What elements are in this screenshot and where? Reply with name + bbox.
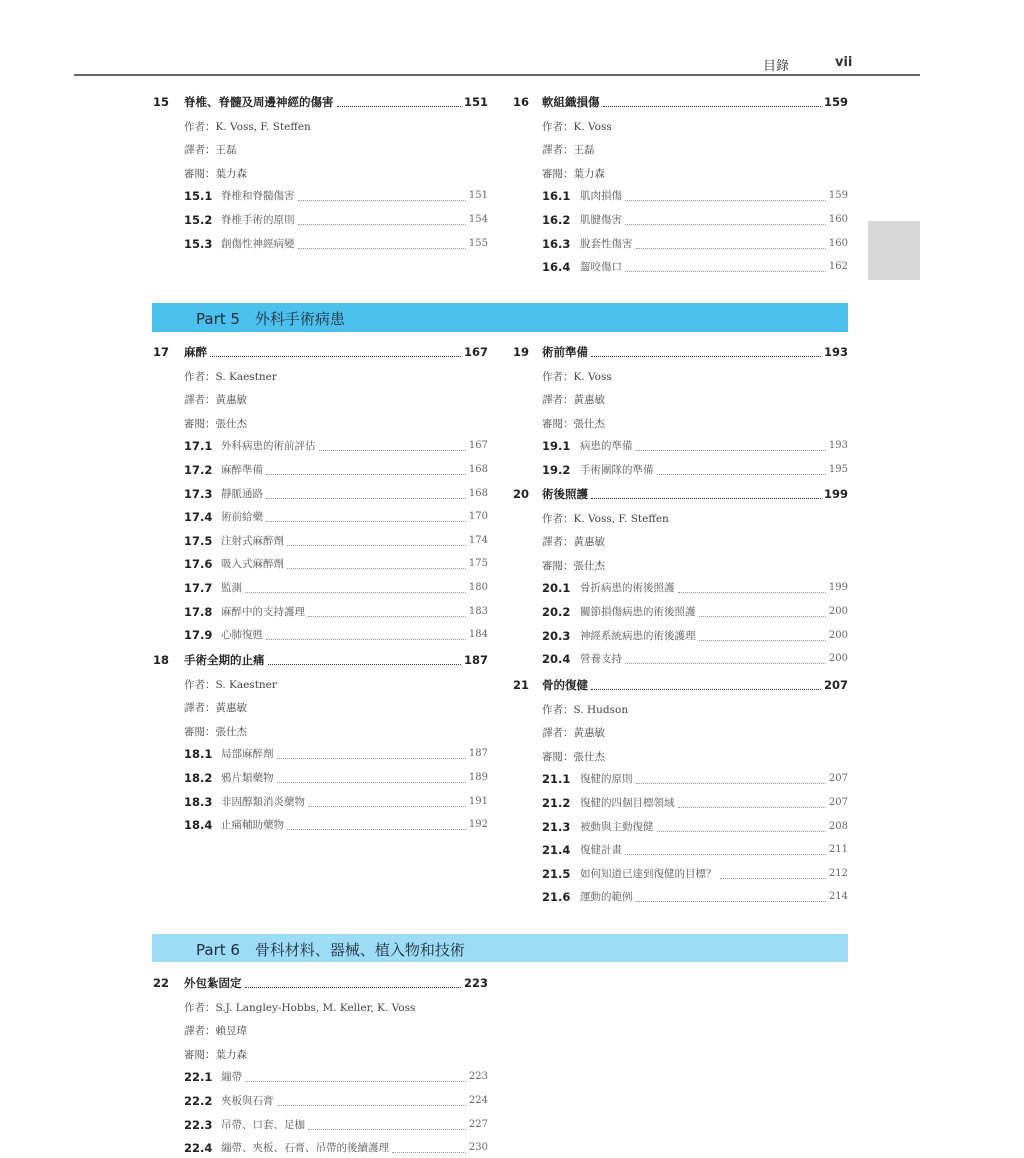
chapter-credit: 譯者：黃惠敏 xyxy=(542,394,605,407)
section-page-number: 170 xyxy=(468,511,488,523)
chapter-page-number: 151 xyxy=(463,95,488,109)
section-page-number: 214 xyxy=(828,891,848,903)
section-title: 復健的原則 xyxy=(580,773,633,786)
section-page-number: 211 xyxy=(828,844,848,856)
chapter-entry xyxy=(0,342,1024,362)
chapter-credit: 譯者：賴昱瑋 xyxy=(184,1025,247,1038)
section-number: 21.2 xyxy=(542,796,571,810)
section-number: 17.2 xyxy=(184,463,213,477)
dot-leader xyxy=(287,545,466,546)
section-entry xyxy=(0,1067,1024,1087)
section-entry xyxy=(0,578,1024,598)
section-title: 被動與主動復健 xyxy=(580,820,654,833)
section-entry xyxy=(0,531,1024,551)
section-title: 吸入式麻醉劑 xyxy=(221,558,284,571)
section-page-number: 151 xyxy=(468,190,488,202)
chapter-entry xyxy=(0,484,1024,504)
section-entry xyxy=(0,887,1024,907)
section-page-number: 175 xyxy=(468,558,488,570)
section-number: 22.2 xyxy=(184,1094,213,1108)
section-entry xyxy=(0,864,1024,884)
chapter-title: 麻醉 xyxy=(184,345,207,359)
section-page-number: 200 xyxy=(828,653,848,665)
chapter-credit: 譯者：黃惠敏 xyxy=(542,727,605,740)
section-number: 21.1 xyxy=(542,772,571,787)
section-number: 20.4 xyxy=(542,652,571,667)
dot-leader xyxy=(591,689,821,690)
section-page-number: 162 xyxy=(828,261,848,273)
section-title: 非固醇類消炎藥物 xyxy=(221,795,305,808)
dot-leader xyxy=(591,356,821,357)
section-entry xyxy=(0,186,1024,206)
chapter-page-number: 207 xyxy=(823,678,848,692)
section-title: 神經系統病患的術後護理 xyxy=(580,629,696,642)
chapter-title: 外包紮固定 xyxy=(184,976,242,990)
section-number: 19.1 xyxy=(542,439,571,454)
section-page-number: 168 xyxy=(468,464,488,475)
running-header-title: 目錄 xyxy=(763,59,790,74)
section-number: 20.3 xyxy=(542,628,571,643)
section-title: 運動的範例 xyxy=(580,891,633,904)
chapter-credit: 作者：K. Voss xyxy=(542,120,612,133)
section-number: 18.1 xyxy=(184,747,213,762)
chapter-credit: 譯者：黃惠敏 xyxy=(542,536,605,549)
section-entry xyxy=(0,649,1024,669)
part-5-heading: Part 5 外科手術病患 xyxy=(196,310,345,328)
chapter-credit: 審閱：張仕杰 xyxy=(542,417,605,430)
chapter-number: 19 xyxy=(513,345,530,359)
dot-leader xyxy=(591,498,821,499)
chapter-credit: 審閱：張仕杰 xyxy=(184,417,247,430)
section-page-number: 154 xyxy=(468,214,488,225)
chapter-number: 22 xyxy=(153,976,170,990)
dot-leader xyxy=(657,831,826,832)
section-number: 21.6 xyxy=(542,890,571,905)
section-title: 肌腱傷害 xyxy=(580,214,622,226)
section-number: 16.1 xyxy=(542,189,571,204)
chapter-credit: 作者：K. Voss xyxy=(542,370,612,383)
dot-leader xyxy=(245,1081,466,1082)
dot-leader xyxy=(636,901,826,902)
dot-leader xyxy=(699,640,826,641)
dot-leader xyxy=(636,783,826,784)
chapter-credit: 作者：S. Kaestner xyxy=(184,678,277,691)
section-page-number: 184 xyxy=(468,629,488,641)
dot-leader xyxy=(625,224,826,225)
section-title: 吊帶、口套、足枷 xyxy=(221,1118,305,1131)
dot-leader xyxy=(678,807,826,808)
section-page-number: 223 xyxy=(468,1071,488,1083)
chapter-entry xyxy=(0,973,1024,993)
chapter-title: 術前準備 xyxy=(542,345,588,359)
chapter-page-number: 223 xyxy=(463,976,488,990)
section-title: 外科病患的術前評估 xyxy=(221,440,316,453)
section-page-number: 193 xyxy=(828,440,848,452)
section-number: 18.4 xyxy=(184,818,213,833)
chapter-credit: 作者：K. Voss, F. Steffen xyxy=(184,120,311,133)
section-entry xyxy=(0,793,1024,813)
section-title: 脫套性傷害 xyxy=(580,237,633,250)
header-rule xyxy=(74,74,920,76)
section-entry xyxy=(0,602,1024,622)
chapter-credit: 審閱：葉力森 xyxy=(184,167,247,180)
chapter-number: 21 xyxy=(513,678,530,692)
section-entry xyxy=(0,744,1024,764)
chapter-entry xyxy=(0,92,1024,112)
section-page-number: 208 xyxy=(828,820,848,832)
chapter-credit: 譯者：黃惠敏 xyxy=(184,394,247,407)
section-title: 脊椎手術的原則 xyxy=(221,214,295,226)
part-5-band xyxy=(152,303,848,332)
section-number: 18.2 xyxy=(184,771,213,785)
chapter-credit: 作者：S. Kaestner xyxy=(184,370,277,383)
section-title: 創傷性神經病變 xyxy=(221,237,295,250)
section-page-number: 160 xyxy=(828,237,848,249)
chapter-credit: 譯者：王磊 xyxy=(542,144,595,157)
section-number: 20.2 xyxy=(542,605,571,619)
dot-leader xyxy=(392,1152,466,1153)
chapter-credit: 譯者：王磊 xyxy=(184,144,237,157)
chapter-credit: 作者：K. Voss, F. Steffen xyxy=(542,512,669,525)
section-title: 靜脈通路 xyxy=(221,487,263,500)
section-page-number: 189 xyxy=(468,772,488,783)
section-number: 21.5 xyxy=(542,866,571,881)
section-entry xyxy=(0,817,1024,837)
section-title: 局部麻醉劑 xyxy=(221,748,274,761)
section-title: 麻醉準備 xyxy=(221,464,263,476)
section-entry xyxy=(0,210,1024,230)
chapter-number: 17 xyxy=(153,345,170,359)
section-title: 心肺復甦 xyxy=(221,629,263,642)
section-number: 17.4 xyxy=(184,510,213,525)
dot-leader xyxy=(625,271,826,272)
section-number: 17.5 xyxy=(184,533,213,548)
section-entry xyxy=(0,1138,1024,1158)
section-entry xyxy=(0,460,1024,480)
section-page-number: 174 xyxy=(468,534,488,546)
section-entry xyxy=(0,626,1024,646)
chapter-credit: 審閱：張仕杰 xyxy=(184,725,247,738)
section-title: 脊椎和脊髓傷害 xyxy=(221,190,295,203)
section-page-number: 180 xyxy=(468,582,488,593)
chapter-credit: 審閱：張仕杰 xyxy=(542,559,605,572)
dot-leader xyxy=(720,878,826,879)
chapter-entry xyxy=(0,675,1024,695)
section-page-number: 183 xyxy=(468,605,488,617)
dot-leader xyxy=(245,987,461,988)
chapter-number: 16 xyxy=(513,95,530,109)
section-number: 20.1 xyxy=(542,581,571,596)
section-entry xyxy=(0,1115,1024,1135)
chapter-credit: 作者：S. Hudson xyxy=(542,703,629,716)
section-title: 關節損傷病患的術後照護 xyxy=(580,606,696,618)
chapter-credit: 譯者：黃惠敏 xyxy=(184,702,247,715)
chapter-title: 手術全期的止痛 xyxy=(184,653,265,667)
section-entry xyxy=(0,507,1024,527)
section-number: 22.4 xyxy=(184,1141,213,1156)
section-number: 17.8 xyxy=(184,604,213,619)
section-page-number: 230 xyxy=(468,1142,488,1154)
dot-leader xyxy=(308,1129,466,1130)
chapter-page-number: 193 xyxy=(823,345,848,359)
section-number: 16.2 xyxy=(542,213,571,227)
section-title: 監測 xyxy=(221,582,242,594)
dot-leader xyxy=(277,758,466,759)
section-page-number: 168 xyxy=(468,487,488,499)
section-title: 復健計畫 xyxy=(580,844,622,857)
chapter-number: 20 xyxy=(513,487,530,501)
section-title: 鴉片類藥物 xyxy=(221,772,274,784)
dot-leader xyxy=(287,568,466,569)
chapter-credit: 審閱：張仕杰 xyxy=(542,750,605,763)
dot-leader xyxy=(625,854,826,855)
dot-leader xyxy=(625,663,826,664)
chapter-page-number: 159 xyxy=(823,95,848,109)
chapter-credit: 審閱：葉力森 xyxy=(542,167,605,180)
section-title: 麻醉中的支持護理 xyxy=(221,605,305,618)
section-title: 營養支持 xyxy=(580,653,622,666)
section-title: 止痛輔助藥物 xyxy=(221,819,284,832)
part-6-band xyxy=(152,934,848,962)
section-number: 16.4 xyxy=(542,260,571,275)
section-page-number: 160 xyxy=(828,214,848,225)
section-entry xyxy=(0,1091,1024,1111)
section-number: 18.3 xyxy=(184,794,213,809)
dot-leader xyxy=(625,200,826,201)
section-number: 22.1 xyxy=(184,1070,213,1085)
section-page-number: 207 xyxy=(828,773,848,785)
section-title: 術前給藥 xyxy=(221,511,263,524)
section-page-number: 212 xyxy=(828,867,848,879)
chapter-credit: 審閱：葉力森 xyxy=(184,1048,247,1061)
section-entry xyxy=(0,234,1024,254)
section-page-number: 155 xyxy=(468,237,488,249)
section-number: 17.1 xyxy=(184,439,213,454)
section-number: 17.3 xyxy=(184,486,213,501)
section-entry xyxy=(0,257,1024,277)
section-page-number: 200 xyxy=(828,629,848,641)
section-title: 病患的準備 xyxy=(580,440,633,453)
section-page-number: 187 xyxy=(468,748,488,760)
section-page-number: 195 xyxy=(828,464,848,475)
section-title: 繃帶 xyxy=(221,1071,242,1084)
dot-leader xyxy=(603,106,821,107)
section-number: 15.2 xyxy=(184,213,213,227)
section-title: 繃帶、夾板、石膏、吊帶的後續護理 xyxy=(221,1142,389,1155)
section-number: 17.7 xyxy=(184,581,213,595)
section-number: 21.3 xyxy=(542,819,571,834)
section-number: 17.9 xyxy=(184,628,213,643)
page-number: vii xyxy=(835,55,853,70)
section-title: 骨折病患的術後照護 xyxy=(580,582,675,595)
section-page-number: 199 xyxy=(828,582,848,594)
chapter-number: 18 xyxy=(153,653,170,667)
section-title: 肌肉損傷 xyxy=(580,190,622,203)
section-entry xyxy=(0,554,1024,574)
section-title: 如何知道已達到復健的目標？ xyxy=(580,867,717,880)
section-entry xyxy=(0,769,1024,789)
section-title: 夾板與石膏 xyxy=(221,1095,274,1107)
chapter-title: 軟組織損傷 xyxy=(542,95,600,109)
chapter-page-number: 199 xyxy=(823,487,848,501)
dot-leader xyxy=(636,450,826,451)
section-page-number: 159 xyxy=(828,190,848,202)
section-number: 17.6 xyxy=(184,557,213,572)
section-page-number: 224 xyxy=(468,1095,488,1106)
chapter-credit: 作者：S.J. Langley-Hobbs, M. Keller, K. Voss xyxy=(184,1001,416,1014)
section-title: 手術團隊的準備 xyxy=(580,464,654,476)
section-page-number: 192 xyxy=(468,819,488,831)
section-entry xyxy=(0,840,1024,860)
chapter-title: 骨的復健 xyxy=(542,678,588,692)
chapter-number: 15 xyxy=(153,95,170,109)
section-number: 15.1 xyxy=(184,189,213,204)
section-page-number: 167 xyxy=(468,440,488,452)
section-page-number: 207 xyxy=(828,797,848,808)
dot-leader xyxy=(266,521,466,522)
dot-leader xyxy=(678,592,826,593)
section-title: 齧咬傷口 xyxy=(580,261,622,274)
chapter-page-number: 187 xyxy=(463,653,488,667)
dot-leader xyxy=(277,1105,466,1106)
part-6-heading: Part 6 骨科材料、器械、植入物和技術 xyxy=(196,941,465,959)
section-title: 復健的四個目標領域 xyxy=(580,797,675,809)
section-page-number: 191 xyxy=(468,795,488,807)
dot-leader xyxy=(636,248,826,249)
section-number: 19.2 xyxy=(542,463,571,477)
chapter-title: 術後照護 xyxy=(542,487,588,501)
dot-leader xyxy=(657,474,826,475)
dot-leader xyxy=(699,616,826,617)
section-number: 21.4 xyxy=(542,843,571,858)
section-title: 注射式麻醉劑 xyxy=(221,534,284,547)
section-number: 16.3 xyxy=(542,236,571,251)
section-number: 15.3 xyxy=(184,236,213,251)
chapter-title: 脊椎、脊髓及周邊神經的傷害 xyxy=(184,95,334,109)
section-page-number: 227 xyxy=(468,1118,488,1130)
chapter-page-number: 167 xyxy=(463,345,488,359)
section-entry xyxy=(0,436,1024,456)
section-number: 22.3 xyxy=(184,1117,213,1132)
section-page-number: 200 xyxy=(828,606,848,617)
